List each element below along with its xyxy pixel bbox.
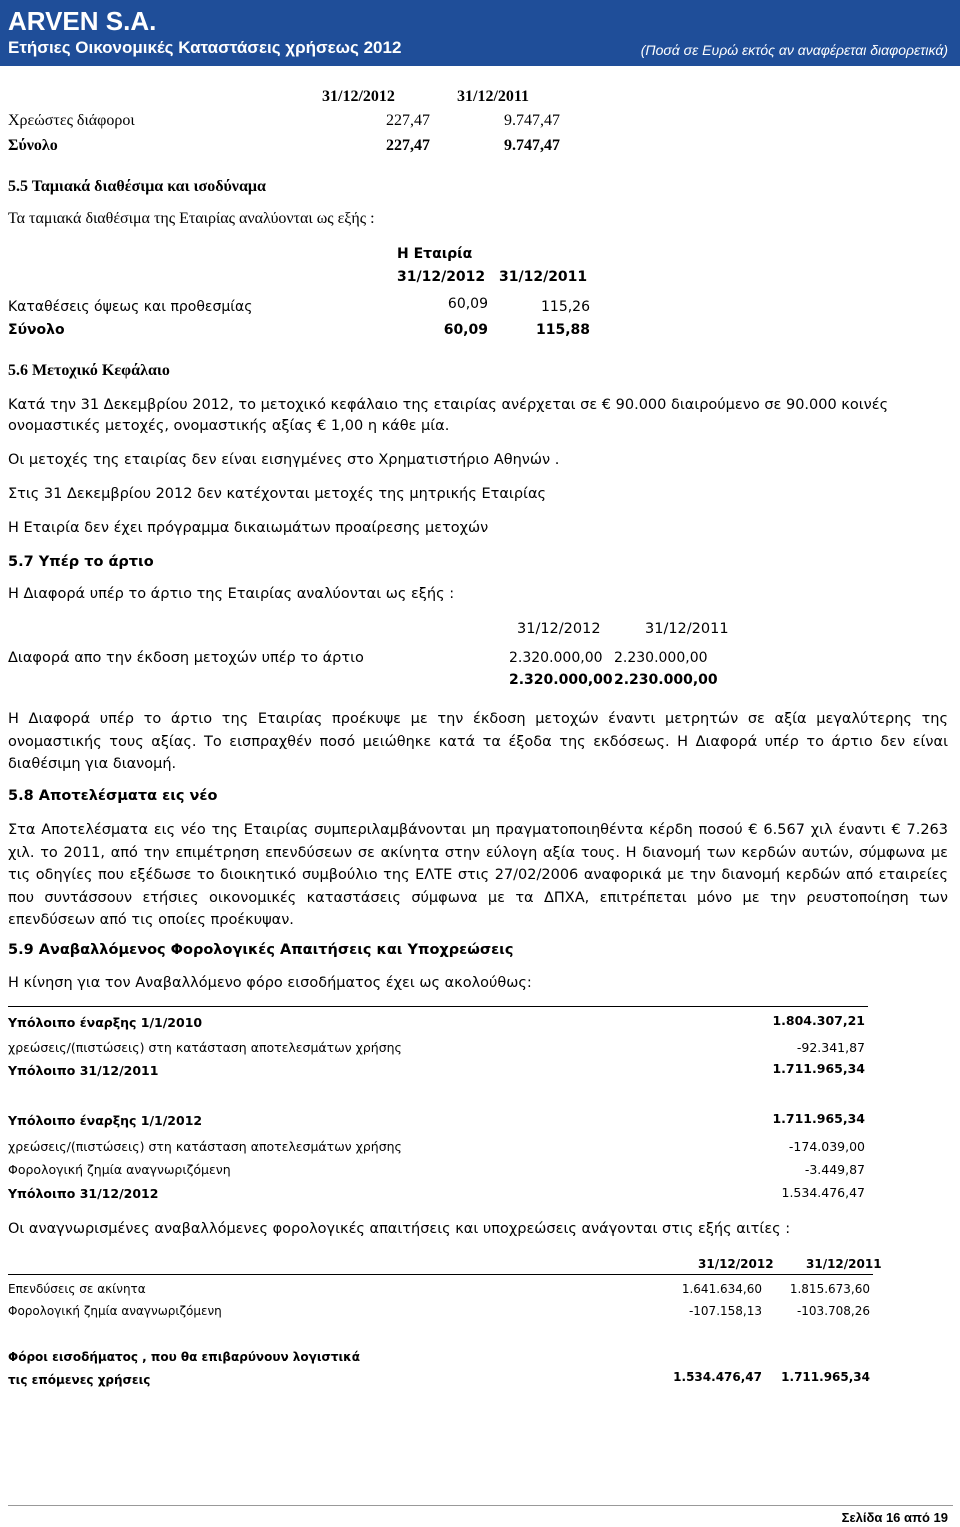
sources-total-label-line2: τις επόμενες χρήσεις	[8, 1373, 151, 1387]
section-5-9-heading: 5.9 Αναβαλλόμενος Φορολογικές Απαιτήσεις και Υποχρεώσεις	[8, 942, 514, 958]
debtors-row-value-2011: 9.747,47	[504, 112, 560, 129]
sources-row-label: Φορολογική ζημία αναγνωριζόμενη	[8, 1304, 222, 1318]
shares-not-listed-text: Οι μετοχές της εταιρίας δεν είναι εισηγμένες στο Χρηματιστήριο Αθηνών .	[8, 452, 560, 468]
premium-row-label: Διαφορά απο την έκδοση μετοχών υπέρ το άρτιο	[8, 650, 364, 666]
premium-paragraph: Η Διαφορά υπέρ το άρτιο της Εταιρίας προέκυψε με την έκδοση μετοχών έναντι μετρητών σε αξία μεγαλύτερης της ονομαστικής τους αξίας. Το εισπραχθέν ποσό μειώθηκε κατά τα έξοδα της εκδόσεως. Η Διαφορά υπέρ το άρτιο δεν είναι διαθέσιμη για διανομή.	[8, 711, 948, 772]
parent-shares-text: Στις 31 Δεκεμβρίου 2012 δεν κατέχονται μετοχές της μητρικής Εταιρίας	[8, 486, 547, 502]
movement-row-value: 1.711.965,34	[772, 1111, 865, 1126]
premium-row-2012: 2.320.000,00	[509, 650, 603, 666]
movement-table-top-rule	[8, 1006, 868, 1007]
stock-options-text: Η Εταιρία δεν έχει πρόγραμμα δικαιωμάτων προαίρεσης μετοχών	[8, 520, 489, 536]
company-name: ARVEN S.A.	[8, 6, 157, 36]
movement-row-value: 1.711.965,34	[772, 1061, 865, 1076]
sources-row-2011: 1.815.673,60	[789, 1282, 870, 1296]
movement-row-value: 1.534.476,47	[781, 1185, 865, 1200]
premium-row-2011: 2.230.000,00	[614, 650, 708, 666]
sources-row-2011: -103.708,26	[796, 1304, 870, 1318]
page-number: Σελίδα 16 από 19	[841, 1510, 948, 1525]
movement-row-value: -174.039,00	[788, 1139, 865, 1154]
deferred-sources-intro: Οι αναγνωρισμένες αναβαλλόμενες φορολογικές απαιτήσεις και υποχρεώσεις ανάγονται στις εξής αιτίες :	[8, 1221, 791, 1237]
section-5-7-intro: Η Διαφορά υπέρ το άρτιο της Εταιρίας αναλύονται ως εξής :	[8, 586, 455, 602]
sources-row-2012: -107.158,13	[688, 1304, 762, 1318]
section-5-5-heading: 5.5 Ταμιακά διαθέσιμα και ισοδύναμα	[8, 178, 266, 195]
movement-row-value: -3.449,87	[804, 1162, 865, 1177]
movement-row-label: χρεώσεις/(πιστώσεις) στη κατάσταση αποτελεσμάτων χρήσης	[8, 1139, 402, 1154]
section-5-7-heading: 5.7 Υπέρ το άρτιο	[8, 554, 154, 570]
premium-col1-header: 31/12/2012	[517, 621, 601, 637]
movement-row-label: Υπόλοιπο 31/12/2011	[8, 1063, 159, 1078]
report-title: Ετήσιες Οικονομικές Καταστάσεις χρήσεως 2012	[8, 38, 402, 57]
movement-row-value: 1.804.307,21	[772, 1013, 865, 1028]
movement-row-label: Υπόλοιπο 31/12/2012	[8, 1186, 159, 1201]
premium-total-2012: 2.320.000,00	[509, 672, 613, 688]
section-5-6-heading: 5.6 Μετοχικό Κεφάλαιο	[8, 362, 170, 379]
sources-col2-header: 31/12/2011	[806, 1257, 882, 1271]
sources-total-label-line1: Φόροι εισοδήματος , που θα επιβαρύνουν λογιστικά	[8, 1350, 360, 1364]
movement-row-label: Υπόλοιπο έναρξης 1/1/2010	[8, 1015, 203, 1030]
debtors-total-2012: 227,47	[386, 137, 430, 154]
sources-total-2012: 1.534.476,47	[673, 1370, 762, 1384]
cash-total-2011: 115,88	[535, 322, 590, 338]
movement-row-label: χρεώσεις/(πιστώσεις) στη κατάσταση αποτελεσμάτων χρήσης	[8, 1040, 402, 1055]
cash-total-label: Σύνολο	[8, 322, 65, 338]
share-capital-text-line2: ονομαστικές μετοχές, ονομαστικής αξίας € 1,00 η κάθε μία.	[8, 418, 450, 434]
retained-earnings-paragraph: Στα Αποτελέσματα εις νέο της Εταιρίας συμπεριλαμβάνονται μη πραγματοποιηθέντα κέρδη ποσού € 6.567 χιλ έναντι € 7.263 χιλ. το 2011, από την επιμέτρηση επενδύσεων σε ακίνητα στην εύλογη αξία τους. Η διανομή των κερδών αυτών, σύμφωνα με τις οδηγίες που εξέδωσε το διοικητικό συμβούλιο της ΕΛΤΕ στις 27/02/2006 αναφορικά με την διανομή κερδών από εταιρείες που συντάσσουν ετήσιες οικονομικές καταστάσεις σύμφωνα με τα ΔΠΧΑ, επιτρέπεται μόνο με την ρευστοποίηση των επενδύσεων από τις οποίες προέκυψαν.	[8, 822, 948, 928]
cash-col2-header: 31/12/2011	[499, 269, 588, 285]
cash-entity-header: Η Εταιρία	[397, 246, 473, 262]
section-5-9-intro: Η κίνηση για τον Αναβαλλόμενο φόρο εισοδήματος έχει ως ακολούθως:	[8, 975, 532, 991]
share-capital-text-line1: Κατά την 31 Δεκεμβρίου 2012, το μετοχικό κεφάλαιο της εταιρίας ανέρχεται σε € 90.000 διαιρούμενο σε 90.000 κοινές	[8, 397, 889, 413]
debtors-col1-header: 31/12/2012	[322, 88, 395, 105]
cash-row-label: Καταθέσεις όψεως και προθεσμίας	[8, 299, 253, 315]
sources-total-2011: 1.711.965,34	[781, 1370, 870, 1384]
sources-row-2012: 1.641.634,60	[681, 1282, 762, 1296]
section-5-8-heading: 5.8 Αποτελέσματα εις νέο	[8, 788, 218, 804]
debtors-row-label: Χρεώστες διάφοροι	[8, 112, 135, 129]
premium-col2-header: 31/12/2011	[645, 621, 729, 637]
report-header	[0, 0, 960, 66]
debtors-row-value-2012: 227,47	[386, 112, 430, 129]
sources-table-rule	[8, 1274, 873, 1275]
section-5-5-intro: Τα ταμιακά διαθέσιμα της Εταιρίας αναλύονται ως εξής :	[8, 210, 375, 227]
cash-total-2012: 60,09	[443, 322, 488, 338]
premium-total-2011: 2.230.000,00	[614, 672, 718, 688]
debtors-total-2011: 9.747,47	[504, 137, 560, 154]
sources-col1-header: 31/12/2012	[698, 1257, 774, 1271]
currency-note: (Ποσά σε Ευρώ εκτός αν αναφέρεται διαφορετικά)	[640, 42, 948, 58]
sources-row-label: Επενδύσεις σε ακίνητα	[8, 1282, 146, 1296]
movement-row-label: Υπόλοιπο έναρξης 1/1/2012	[8, 1113, 203, 1128]
debtors-total-label: Σύνολο	[8, 137, 58, 154]
movement-row-value: -92.341,87	[796, 1040, 865, 1055]
cash-row-2012: 60,09	[447, 296, 488, 312]
cash-col1-header: 31/12/2012	[397, 269, 486, 285]
movement-row-label: Φορολογική ζημία αναγνωριζόμενη	[8, 1162, 231, 1177]
debtors-col2-header: 31/12/2011	[457, 88, 530, 105]
footer-rule	[8, 1505, 953, 1506]
cash-row-2011: 115,26	[541, 299, 590, 315]
